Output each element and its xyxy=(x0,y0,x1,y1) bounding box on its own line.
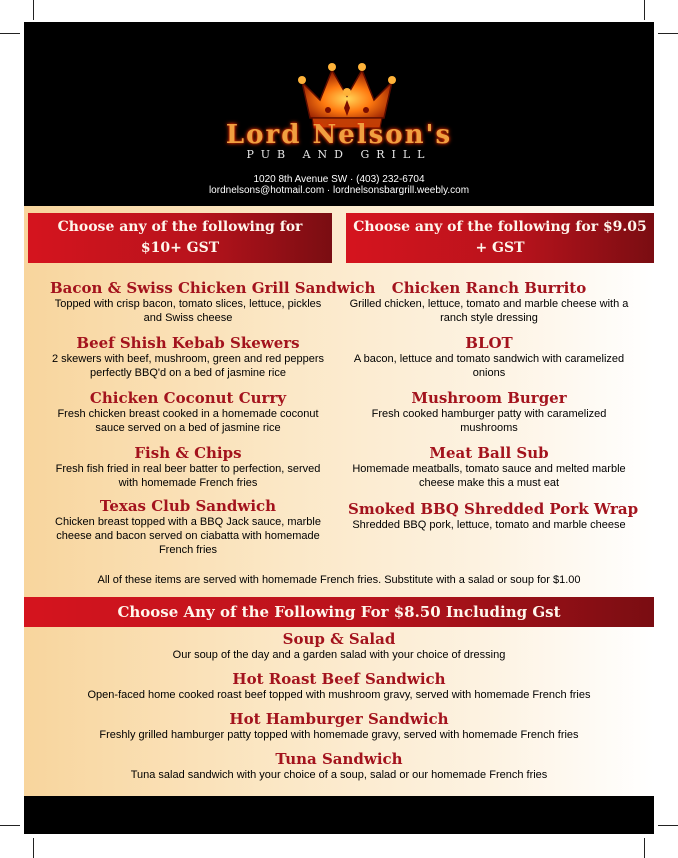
right-banner-line2: + GST xyxy=(475,240,525,256)
menu-item xyxy=(24,710,654,742)
item-name: BLOT xyxy=(465,334,513,352)
crop-mark xyxy=(33,838,34,858)
bottom-section-banner: Choose Any of the Following For $8.50 Including Gst xyxy=(24,597,654,627)
crop-mark xyxy=(658,33,678,34)
item-name: Chicken Coconut Curry xyxy=(89,389,287,407)
item-description: Tuna salad sandwich with your choice of a soup, salad or our homemade French fries xyxy=(130,769,548,781)
item-description: A bacon, lettuce and tomato sandwich with caramelized onions xyxy=(353,353,625,379)
menu-item xyxy=(348,500,639,532)
item-description: Shredded BBQ pork, lettuce, tomato and marble cheese xyxy=(352,519,626,531)
item-name: Hot Roast Beef Sandwich xyxy=(232,670,446,688)
menu-item xyxy=(50,334,326,380)
item-name: Bacon & Swiss Chicken Grill Sandwich xyxy=(50,279,376,297)
crop-mark xyxy=(0,825,20,826)
item-description: Open-faced home cooked roast beef topped with mushroom gravy, served with homemade French fries xyxy=(87,689,591,701)
item-description: Fresh fish fried in real beer batter to perfection, served with homemade French fries xyxy=(55,463,321,489)
crop-mark xyxy=(644,838,645,858)
item-description: Our soup of the day and a garden salad with your choice of dressing xyxy=(172,649,506,661)
menu-item xyxy=(348,279,630,325)
item-name: Tuna Sandwich xyxy=(275,750,403,768)
menu-item xyxy=(24,630,654,662)
contact-line: lordnelsons@hotmail.com · lordnelsonsbargrill.weebly.com xyxy=(208,185,470,196)
item-description: Fresh chicken breast cooked in a homemade coconut sauce served on a bed of jasmine rice xyxy=(57,408,319,434)
item-name: Fish & Chips xyxy=(134,444,242,462)
right-banner-line1: Choose any of the following for $9.05 xyxy=(353,219,647,235)
item-name: Mushroom Burger xyxy=(411,389,567,407)
header xyxy=(24,22,654,206)
logo xyxy=(24,120,654,161)
menu-item xyxy=(50,444,326,490)
item-description: Homemade meatballs, tomato sauce and melted marble cheese make this a must eat xyxy=(352,463,626,489)
menu-item xyxy=(24,670,654,702)
crop-mark xyxy=(33,0,34,20)
item-description: Freshly grilled hamburger patty topped with homemade gravy, served with homemade French fries xyxy=(99,729,579,741)
menu-item xyxy=(348,444,630,490)
substitution-note: All of these items are served with homemade French fries. Substitute with a salad or soup for $1.00 xyxy=(97,574,581,586)
item-name: Soup & Salad xyxy=(282,630,396,648)
menu-item xyxy=(50,389,326,435)
menu-item xyxy=(50,279,376,325)
item-name: Meat Ball Sub xyxy=(429,444,549,462)
item-description: Chicken breast topped with a BBQ Jack sauce, marble cheese and bacon served on ciabatta with homemade French fries xyxy=(55,516,321,556)
logo-name: Lord Nelson's xyxy=(225,120,453,150)
item-description: Topped with crisp bacon, tomato slices, lettuce, pickles and Swiss cheese xyxy=(54,298,322,324)
item-name: Smoked BBQ Shredded Pork Wrap xyxy=(348,500,639,518)
menu-item xyxy=(50,497,326,557)
item-name: Hot Hamburger Sandwich xyxy=(229,710,449,728)
right-section-banner xyxy=(346,213,654,263)
item-description: Grilled chicken, lettuce, tomato and marble cheese with a ranch style dressing xyxy=(349,298,629,324)
left-banner-line1: Choose any of the following for xyxy=(57,219,303,235)
item-description: Fresh cooked hamburger patty with caramelized mushrooms xyxy=(371,408,607,434)
menu-item xyxy=(348,334,630,380)
left-banner-line2: $10+ GST xyxy=(140,240,220,256)
address-line: 1020 8th Avenue SW · (403) 232-6704 xyxy=(253,174,425,185)
menu-item xyxy=(348,389,630,435)
crop-mark xyxy=(0,33,20,34)
crop-mark xyxy=(658,825,678,826)
menu-item xyxy=(24,750,654,782)
crop-mark xyxy=(644,0,645,20)
item-name: Texas Club Sandwich xyxy=(99,497,277,515)
item-name: Beef Shish Kebab Skewers xyxy=(76,334,300,352)
footer-bar xyxy=(24,796,654,834)
item-name: Chicken Ranch Burrito xyxy=(391,279,587,297)
logo-subtitle: PUB AND GRILL xyxy=(246,148,432,161)
left-section-banner xyxy=(28,213,332,263)
item-description: 2 skewers with beef, mushroom, green and red peppers perfectly BBQ'd on a bed of jasmine rice xyxy=(51,353,325,379)
